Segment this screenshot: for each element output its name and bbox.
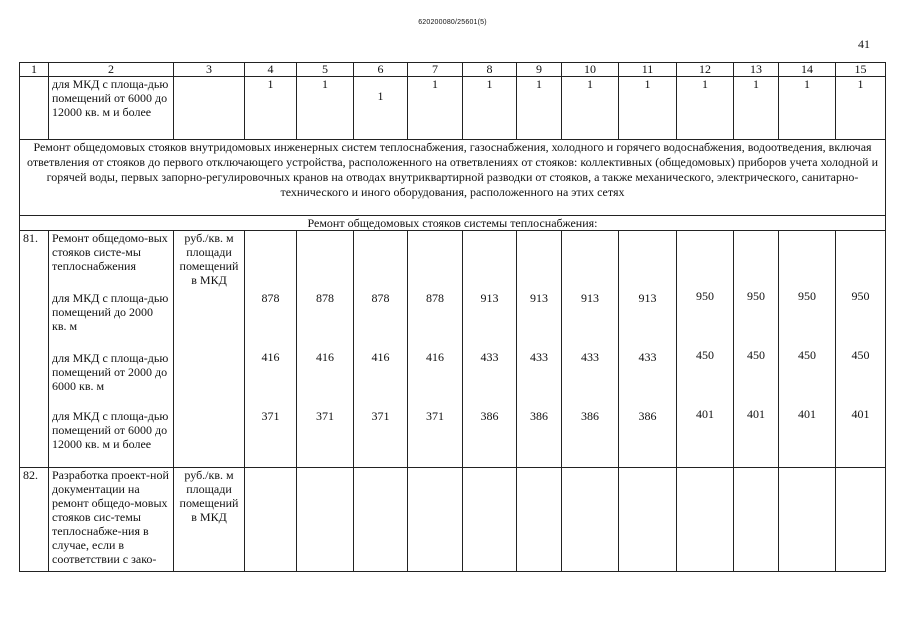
column-number: 14 [779,63,836,77]
value: 450 [747,348,765,362]
value-cell: 1 [408,77,463,140]
value-cell [245,231,297,468]
column-number: 10 [562,63,619,77]
value: 416 [371,350,390,364]
value-cell: 1 [677,77,734,140]
value: 401 [696,407,714,421]
value-cell [463,231,517,468]
value-cell: 1 [562,77,619,140]
row-label: для МКД с площа-дью помещений от 2000 до 6000 кв. м [52,351,169,393]
row-number-cell [20,77,49,140]
value-cell [734,468,779,572]
column-number: 12 [677,63,734,77]
column-number: 2 [49,63,174,77]
value: 433 [638,350,657,364]
value: 950 [798,289,816,303]
value-cell: 1 [619,77,677,140]
section-heading: Ремонт общедомовых стояков внутридомовых инженерных систем теплоснабжения, газоснабжения, холодного и горячего водоснабжения, водоотведения, включая ответвления от стояков до первого отключающего устройства, расположенного на ответвлениях от стояков: коллективных (общедомовых) приборов учета холодной и горячей воды, первых запорно-регулировочных кранов на отводах внутриквартирной разводки от стояков, а также механического, электрического, санитарно-технического и иного оборудования, расположенного на этих сетях [20,140,886,216]
value-cell [354,468,408,572]
column-number: 15 [836,63,886,77]
value-cell [463,468,517,572]
value-cell [836,468,886,572]
value: 386 [530,409,548,423]
value: 401 [798,407,816,421]
column-number: 1 [20,63,49,77]
column-number: 11 [619,63,677,77]
value-cell [562,468,619,572]
item-title: Ремонт общедомо-вых стояков систе-мы теплоснабжения [52,231,168,273]
column-number: 7 [408,63,463,77]
value-cell [779,468,836,572]
value-cell: 1 [354,77,408,140]
section-subheading: Ремонт общедомовых стояков системы теплоснабжения: [20,216,886,231]
item-number: 82. [20,468,49,572]
value: 450 [851,348,870,362]
value: 371 [371,409,390,423]
tariff-table [19,62,886,572]
value: 913 [480,291,499,305]
item-number: 81. [20,231,49,468]
value: 950 [747,289,765,303]
value: 386 [581,409,599,423]
column-number: 9 [517,63,562,77]
value: 433 [530,350,548,364]
value: 386 [638,409,657,423]
value: 371 [426,409,444,423]
value-cell [677,231,734,468]
column-number: 8 [463,63,517,77]
value-cell [245,468,297,572]
value: 878 [316,291,334,305]
value: 950 [851,289,870,303]
row-label: для МКД с площа-дью помещений до 2000 кв. м [52,291,169,333]
value: 416 [316,350,334,364]
value-cell [619,231,677,468]
value: 401 [851,407,870,421]
value-cell: 1 [463,77,517,140]
value: 433 [480,350,499,364]
value: 950 [696,289,714,303]
value-cell [677,468,734,572]
value: 450 [696,348,714,362]
value-cell [408,231,463,468]
column-number: 4 [245,63,297,77]
column-number: 6 [354,63,408,77]
value-cell [297,468,354,572]
document-id: 620200080/25601(5) [418,19,487,26]
value: 913 [581,291,599,305]
item-82-row [20,468,886,572]
value-cell [354,231,408,468]
item-81-row [20,231,886,468]
value: 433 [581,350,599,364]
value: 878 [371,291,390,305]
column-number: 3 [174,63,245,77]
value-cell: 1 [779,77,836,140]
value: 386 [480,409,499,423]
value: 913 [530,291,548,305]
unit-cell [174,77,245,140]
value-cell [408,468,463,572]
item-title: Разработка проект-ной документации на ремонт общедо-мовых стояков сис-темы теплоснабже-ния в случае, если в соответствии с зако- [49,468,174,572]
value-cell [517,468,562,572]
unit-cell: руб./кв. м площади помещений в МКД [174,468,245,572]
value-cell [517,231,562,468]
unit-cell: руб./кв. м площади помещений в МКД [174,231,245,468]
row-label: для МКД с площа-дью помещений от 6000 до 12000 кв. м и более [52,409,169,451]
value-cell: 1 [245,77,297,140]
value-cell [836,231,886,468]
value: 878 [261,291,280,305]
value-cell [619,468,677,572]
value-cell [779,231,836,468]
row-label: для МКД с площа-дью помещений от 6000 до 12000 кв. м и более [49,77,174,140]
value-cell [297,231,354,468]
value-cell: 1 [734,77,779,140]
value-cell: 1 [517,77,562,140]
item-81-description [49,231,174,468]
continuation-row [20,77,886,140]
value: 450 [798,348,816,362]
section-heading-row [20,140,886,216]
value: 416 [261,350,280,364]
subheading-row [20,216,886,231]
value-cell [734,231,779,468]
value: 913 [638,291,657,305]
value: 371 [261,409,280,423]
column-number: 5 [297,63,354,77]
page-number: 41 [858,37,870,51]
value: 371 [316,409,334,423]
column-number: 13 [734,63,779,77]
column-number-row [20,63,886,77]
value-cell: 1 [297,77,354,140]
value-cell [562,231,619,468]
value: 401 [747,407,765,421]
value: 416 [426,350,444,364]
value: 878 [426,291,444,305]
value-cell: 1 [836,77,886,140]
